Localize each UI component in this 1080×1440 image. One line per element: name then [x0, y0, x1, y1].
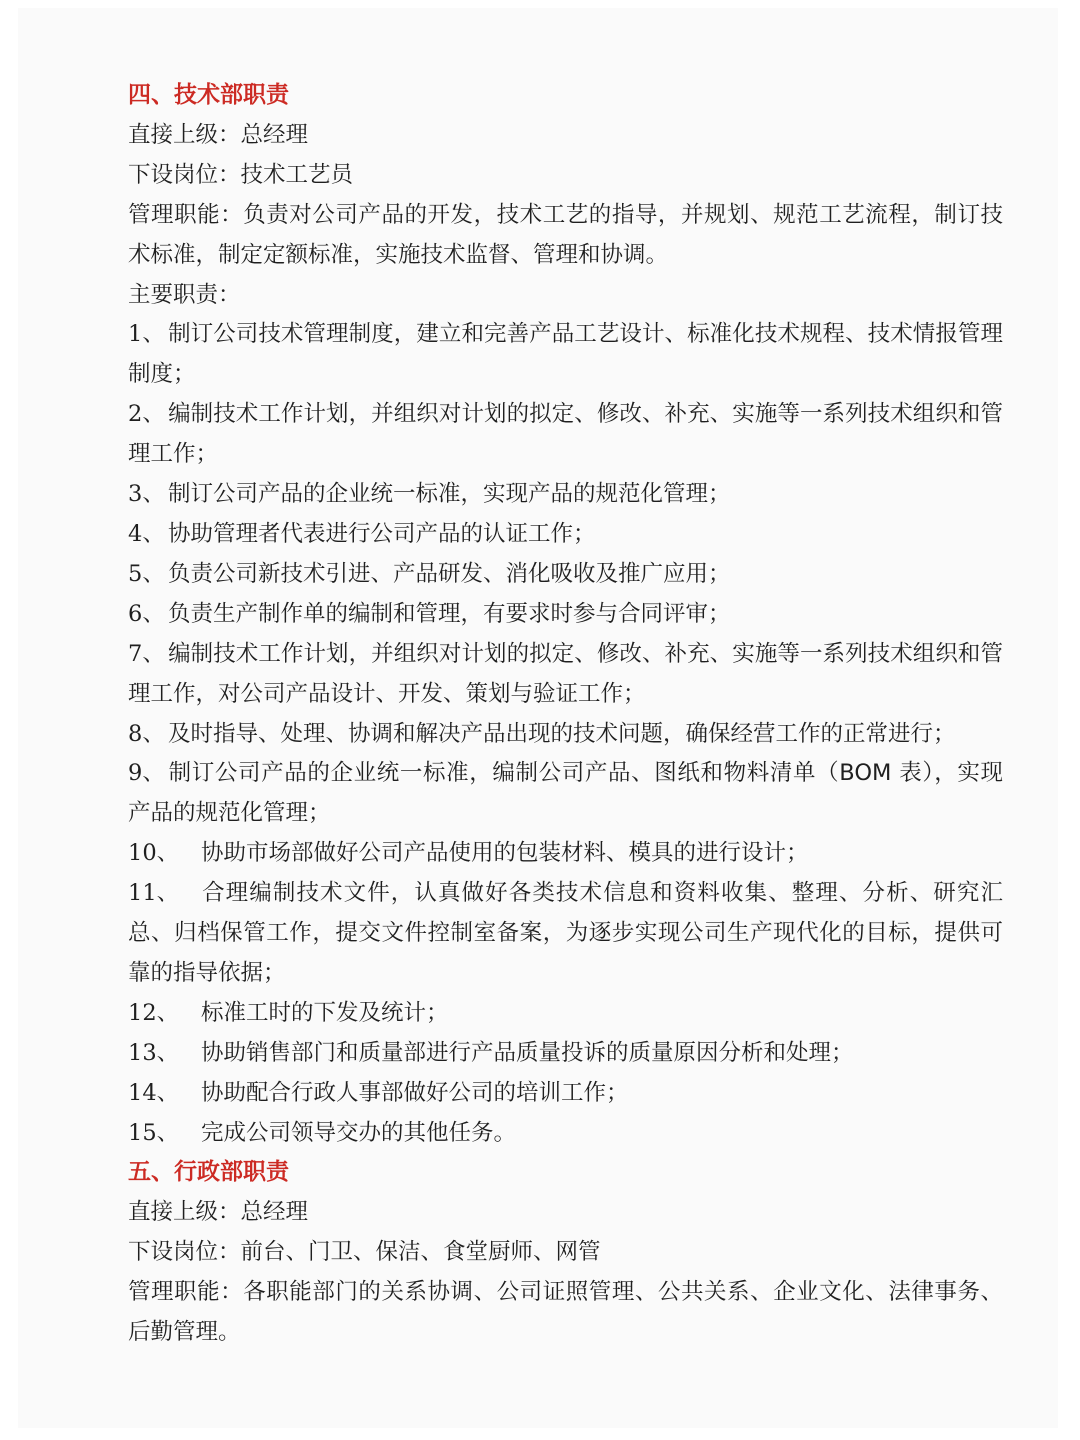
duty-text: 负责公司新技术引进、产品研发、消化吸收及推广应用；	[168, 560, 731, 587]
duty-text: 协助管理者代表进行公司产品的认证工作；	[168, 520, 596, 547]
duty-text: 制订公司产品的企业统一标准，编制公司产品、图纸和物料清单（BOM 表），实现产品的规范化管理；	[128, 760, 1003, 827]
tech-superior: 直接上级：总经理	[128, 121, 309, 148]
duty-text: 编制技术工作计划，并组织对计划的拟定、修改、补充、实施等一系列技术组织和管理工作，对公司产品设计、开发、策划与验证工作；	[128, 640, 1003, 707]
duty-number: 9、	[128, 760, 165, 787]
duty-item	[128, 1114, 1003, 1154]
duty-number: 7、	[128, 640, 165, 667]
duty-number: 10、	[128, 840, 180, 867]
duty-text: 完成公司领导交办的其他任务。	[201, 1119, 517, 1146]
duty-number: 5、	[128, 560, 165, 587]
duty-number: 6、	[128, 600, 165, 627]
duty-text: 负责生产制作单的编制和管理，有要求时参与合同评审；	[168, 600, 731, 627]
duty-item	[128, 754, 1003, 834]
duty-text: 编制技术工作计划，并组织对计划的拟定、修改、补充、实施等一系列技术组织和管理工作；	[128, 401, 1003, 468]
duty-item	[128, 555, 1003, 595]
duty-item	[128, 1074, 1003, 1114]
duty-item	[128, 635, 1003, 715]
section-heading-tech: 四、技术部职责	[128, 82, 289, 108]
duty-text: 标准工时的下发及统计；	[201, 999, 449, 1026]
duty-number: 1、	[128, 321, 165, 348]
document-body	[128, 76, 1003, 1353]
duty-item	[128, 515, 1003, 555]
duty-item	[128, 475, 1003, 515]
duty-number: 8、	[128, 720, 165, 747]
duty-number: 12、	[128, 999, 180, 1026]
tech-functions: 管理职能：负责对公司产品的开发，技术工艺的指导，并规划、规范工艺流程，制订技术标准，制定定额标准，实施技术监督、管理和协调。	[128, 201, 1003, 268]
document-page	[18, 8, 1058, 1428]
duty-item	[128, 834, 1003, 874]
duty-number: 13、	[128, 1039, 180, 1066]
duty-item	[128, 395, 1003, 475]
tech-duties-label: 主要职责：	[128, 281, 241, 308]
duty-text: 制订公司技术管理制度，建立和完善产品工艺设计、标准化技术规程、技术情报管理制度；	[128, 321, 1003, 388]
duty-item	[128, 715, 1003, 755]
duty-number: 11、	[128, 880, 180, 907]
duty-item	[128, 874, 1003, 994]
duty-text: 协助配合行政人事部做好公司的培训工作；	[201, 1079, 629, 1106]
duty-item	[128, 1034, 1003, 1074]
duty-item	[128, 595, 1003, 635]
duty-text: 及时指导、处理、协调和解决产品出现的技术问题，确保经营工作的正常进行；	[168, 720, 956, 747]
duty-number: 14、	[128, 1079, 180, 1106]
duty-item	[128, 994, 1003, 1034]
duty-number: 2、	[128, 401, 165, 428]
duty-text: 协助销售部门和质量部进行产品质量投诉的质量原因分析和处理；	[201, 1039, 854, 1066]
tech-positions: 下设岗位：技术工艺员	[128, 161, 354, 188]
duty-number: 15、	[128, 1119, 180, 1146]
duty-text: 协助市场部做好公司产品使用的包装材料、模具的进行设计；	[201, 840, 809, 867]
duty-number: 4、	[128, 520, 165, 547]
section-heading-admin: 五、行政部职责	[128, 1159, 289, 1186]
duty-item	[128, 315, 1003, 395]
admin-functions: 管理职能：各职能部门的关系协调、公司证照管理、公共关系、企业文化、法律事务、后勤管理。	[128, 1279, 1003, 1346]
admin-positions: 下设岗位：前台、门卫、保洁、食堂厨师、网管	[128, 1239, 601, 1266]
duty-text: 制订公司产品的企业统一标准，实现产品的规范化管理；	[168, 481, 731, 508]
duty-number: 3、	[128, 481, 165, 508]
admin-superior: 直接上级：总经理	[128, 1199, 309, 1226]
duty-text: 合理编制技术文件，认真做好各类技术信息和资料收集、整理、分析、研究汇总、归档保管工作，提交文件控制室备案，为逐步实现公司生产现代化的目标，提供可靠的指导依据；	[128, 880, 1003, 986]
